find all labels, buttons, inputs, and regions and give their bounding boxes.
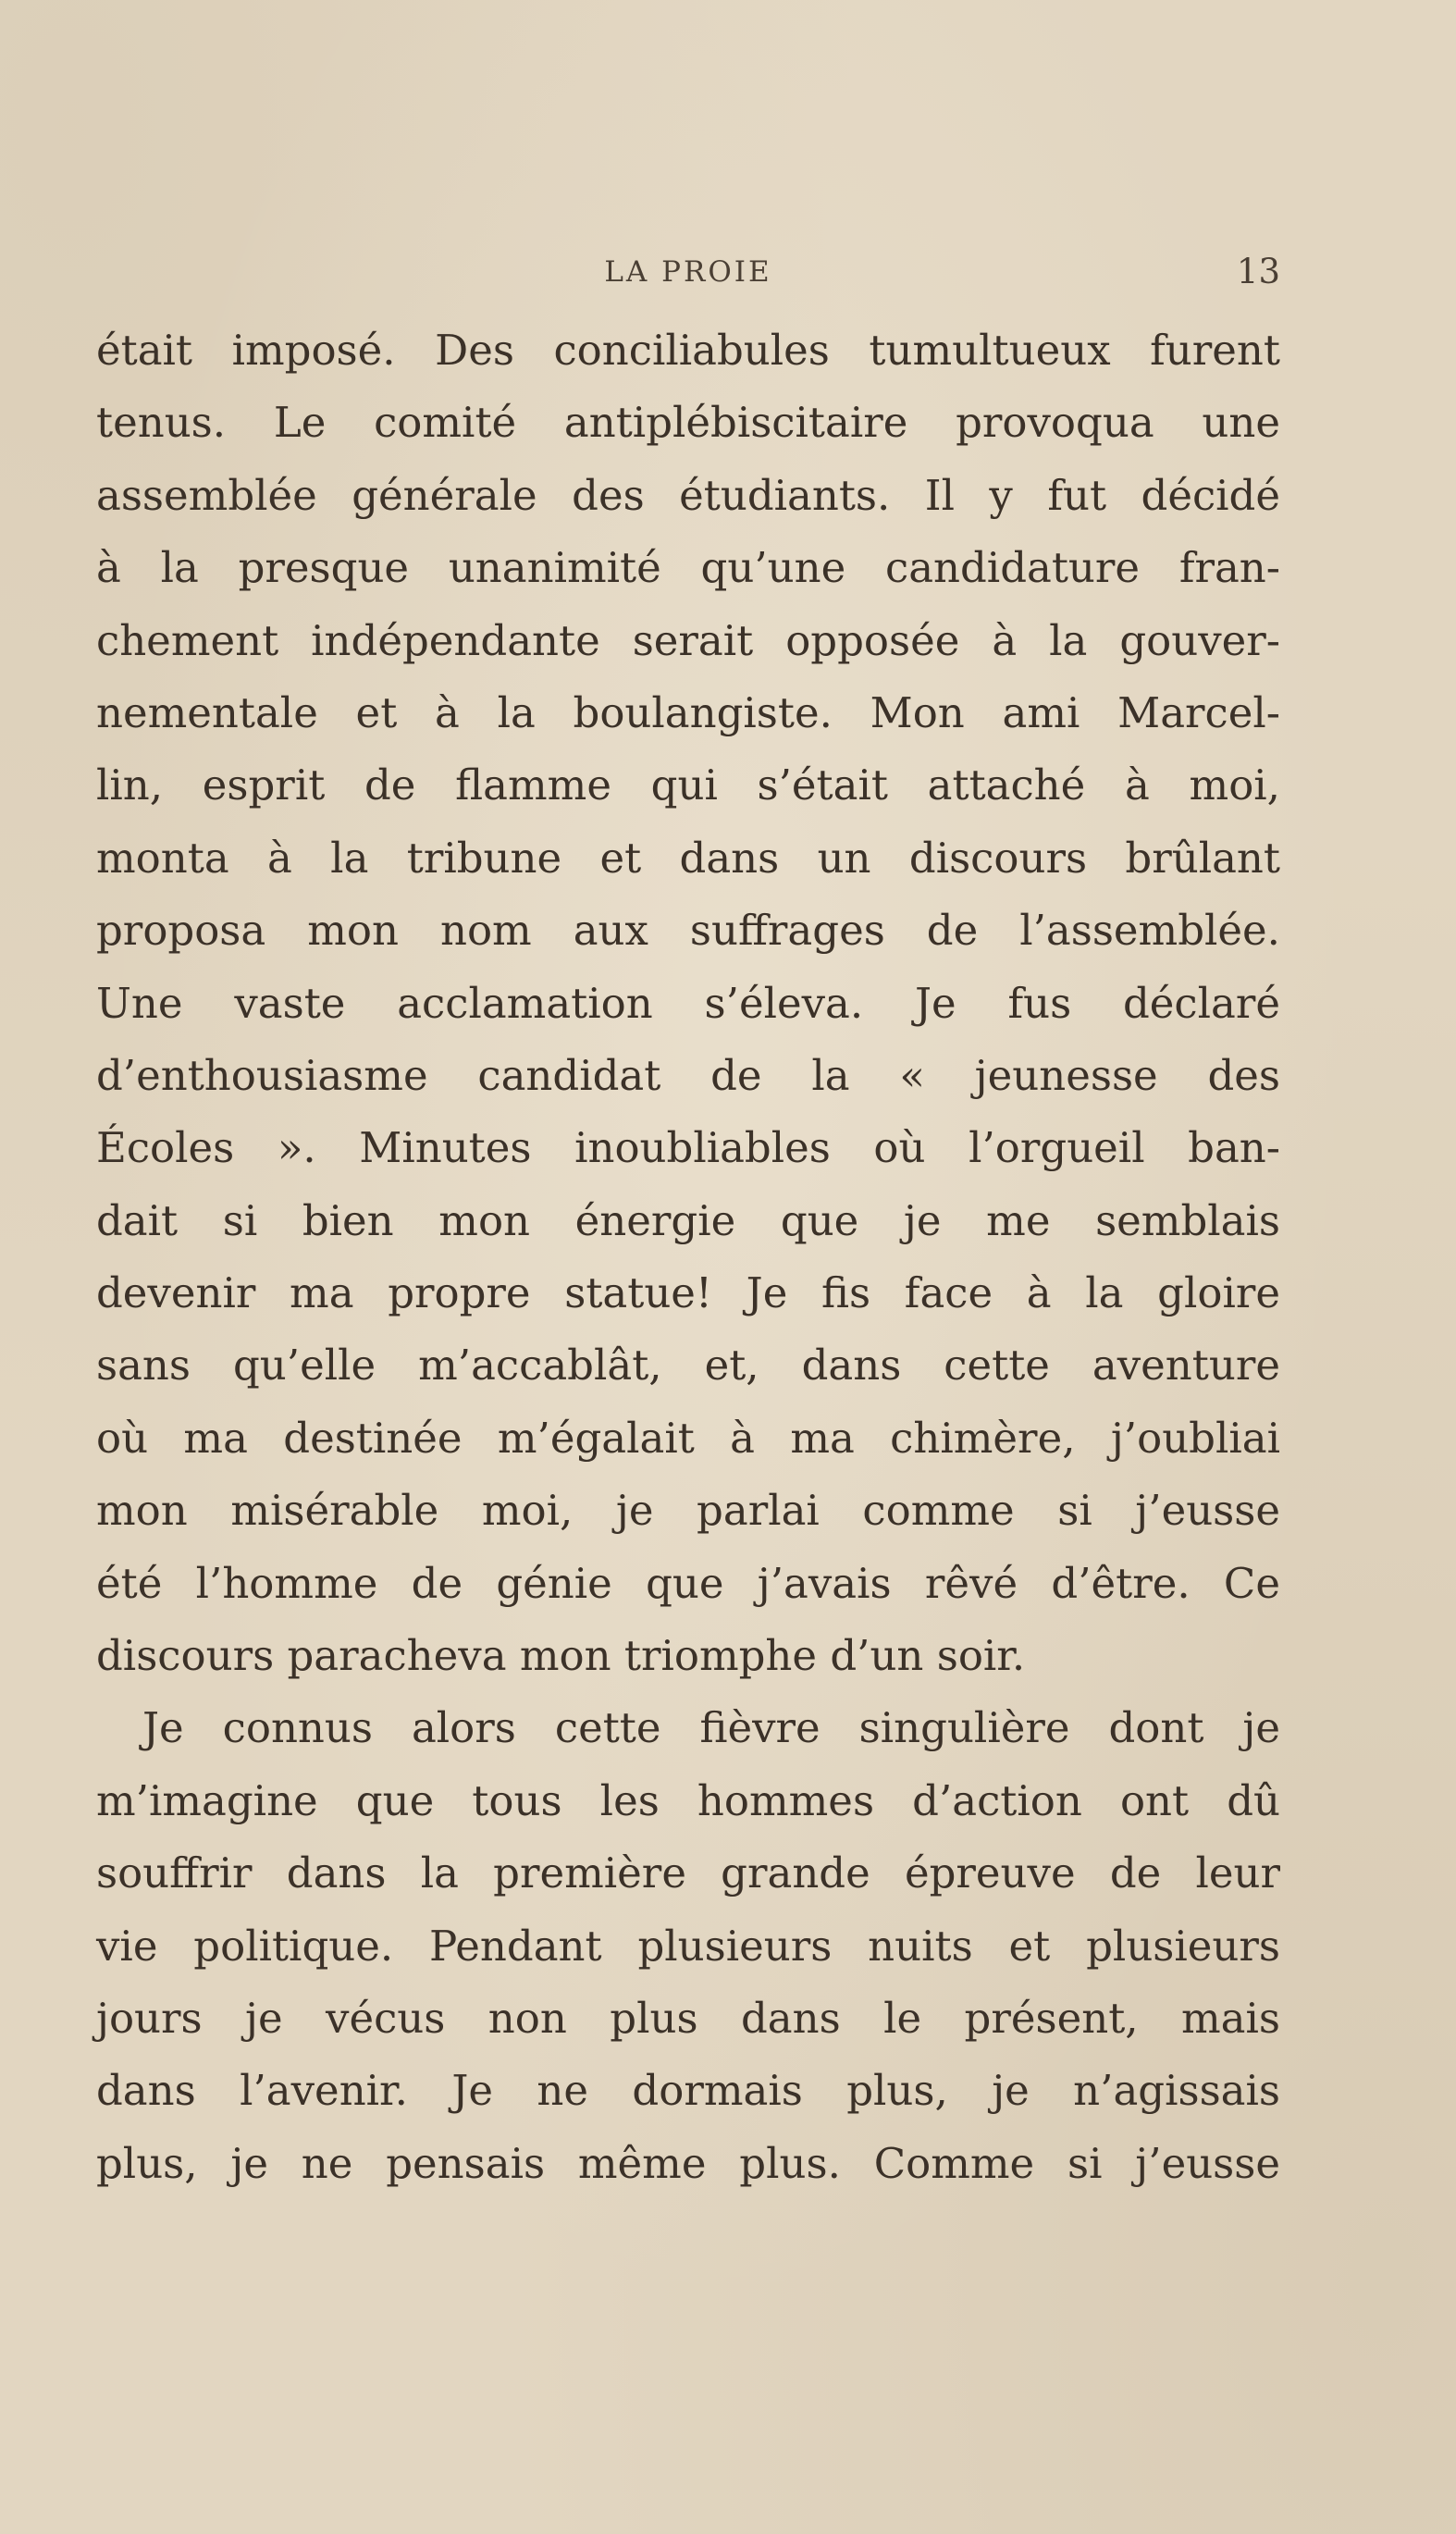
running-title: LA PROIE bbox=[604, 255, 772, 289]
text-line: d’enthousiasme candidat de la « jeunesse des bbox=[96, 1050, 1280, 1100]
page-header bbox=[96, 252, 1280, 307]
text-line: Je connus alors cette fièvre singulière dont je bbox=[142, 1703, 1280, 1753]
text-line: lin, esprit de flamme qui s’était attaché à moi, bbox=[96, 760, 1280, 810]
page-number: 13 bbox=[1236, 252, 1280, 291]
text-line: proposa mon nom aux suffrages de l’assemblée. bbox=[96, 906, 1280, 956]
text-line: Écoles ». Minutes inoubliables où l’orgueil ban- bbox=[96, 1123, 1280, 1173]
text-line: m’imagine que tous les hommes d’action ont dû bbox=[96, 1775, 1280, 1825]
body-text bbox=[96, 315, 1280, 2200]
text-line: jours je vécus non plus dans le présent, mais bbox=[96, 1993, 1280, 2043]
text-line: vie politique. Pendant plusieurs nuits et plusieurs bbox=[96, 1921, 1280, 1971]
text-line: souffrir dans la première grande épreuve de leur bbox=[96, 1848, 1280, 1898]
text-line: été l’homme de génie que j’avais rêvé d’être. Ce bbox=[96, 1558, 1280, 1608]
text-line: mon misérable moi, je parlai comme si j’eusse bbox=[96, 1486, 1280, 1536]
text-line: dans l’avenir. Je ne dormais plus, je n’agissais bbox=[96, 2066, 1280, 2116]
text-line: chement indépendante serait opposée à la gouver- bbox=[96, 615, 1280, 665]
text-line: sans qu’elle m’accablât, et, dans cette aventure bbox=[96, 1341, 1280, 1391]
text-line: à la presque unanimité qu’une candidature fran- bbox=[96, 543, 1280, 593]
text-line: discours paracheva mon triomphe d’un soir. bbox=[96, 1631, 1026, 1681]
text-line: plus, je ne pensais même plus. Comme si j’eusse bbox=[96, 2138, 1280, 2188]
text-line: dait si bien mon énergie que je me semblais bbox=[96, 1195, 1280, 1245]
text-line: nementale et à la boulangiste. Mon ami Marcel- bbox=[96, 687, 1280, 737]
text-line: était imposé. Des conciliabules tumultueux furent bbox=[96, 326, 1280, 375]
text-line: assemblée générale des étudiants. Il y fut décidé bbox=[96, 470, 1280, 520]
text-line: monta à la tribune et dans un discours brûlant bbox=[96, 833, 1280, 883]
text-line: où ma destinée m’égalait à ma chimère, j’oubliai bbox=[96, 1413, 1280, 1463]
text-line: Une vaste acclamation s’éleva. Je fus déclaré bbox=[96, 978, 1280, 1028]
text-line: devenir ma propre statue! Je fis face à la gloire bbox=[96, 1268, 1280, 1318]
text-line: tenus. Le comité antiplébiscitaire provoqua une bbox=[96, 398, 1280, 448]
